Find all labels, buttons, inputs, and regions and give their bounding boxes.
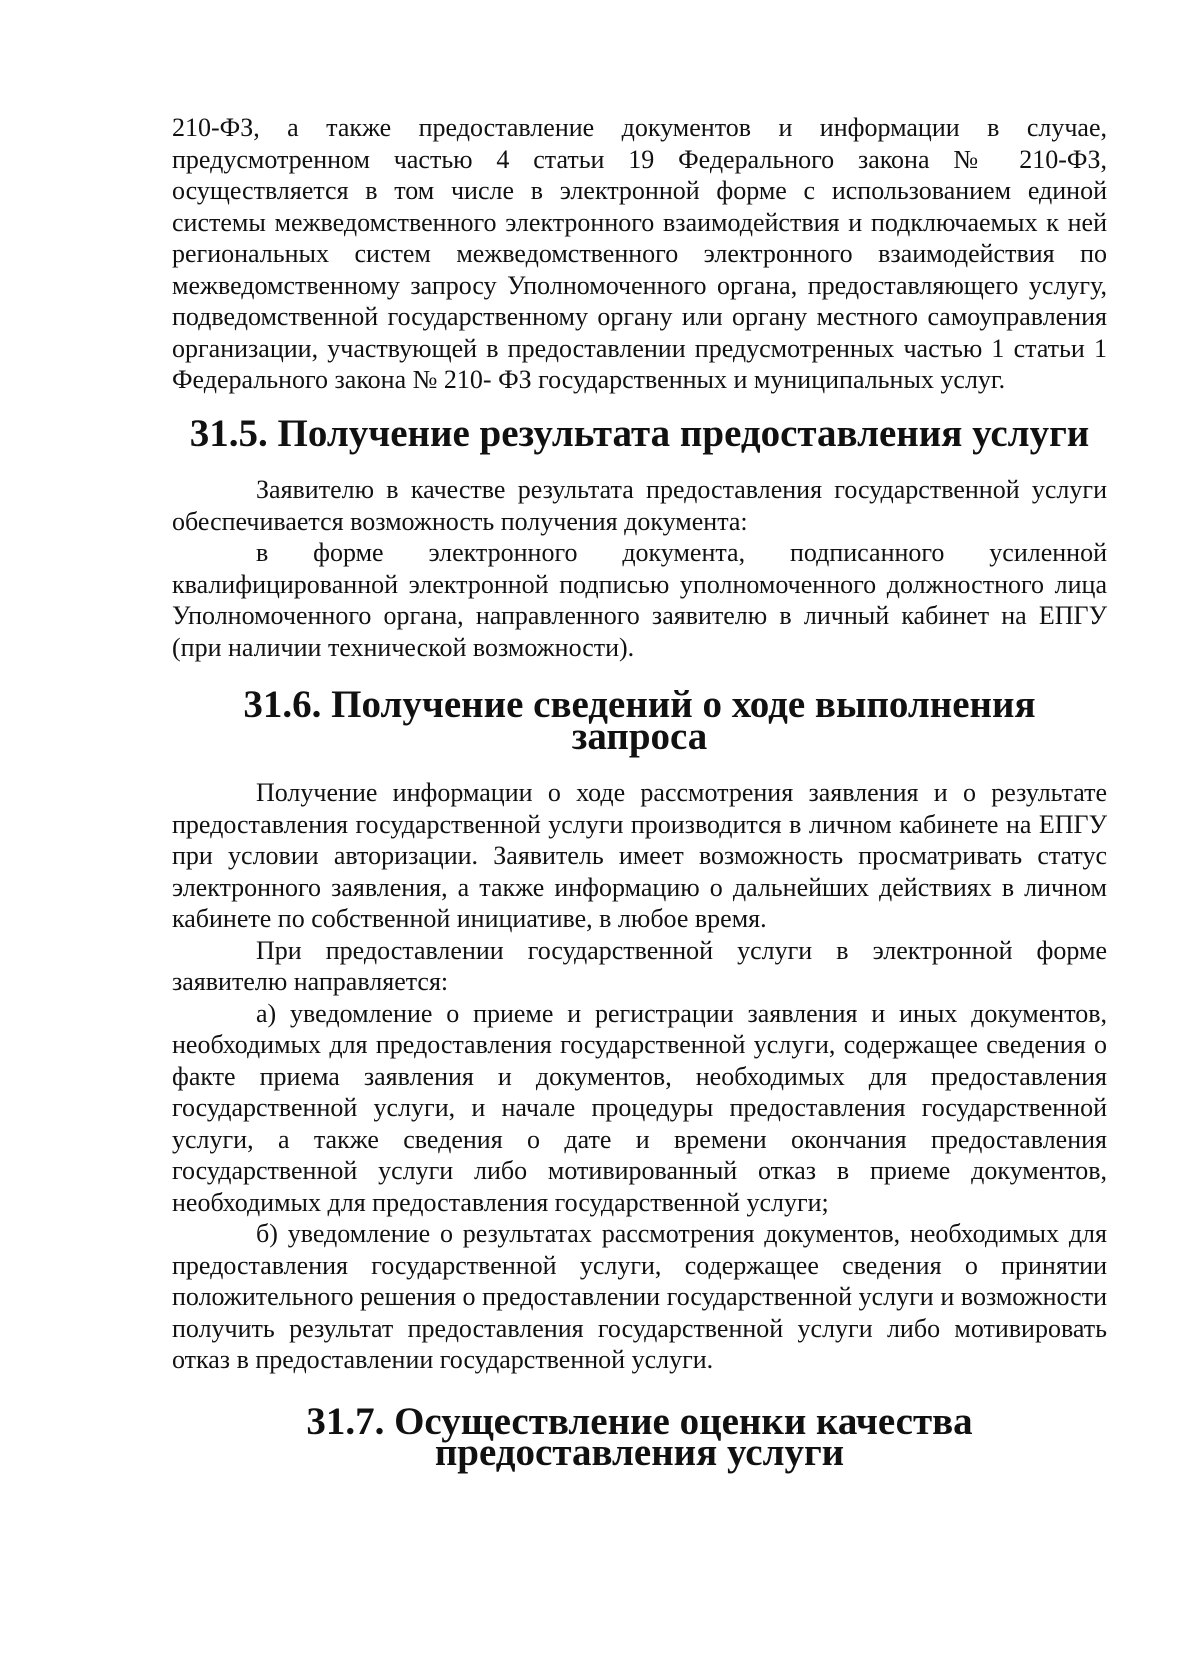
paragraph-31-6-notifications: При предоставлении государственной услуги в электронной форме заявителю направляется: <box>172 935 1107 996</box>
section-heading-31-5: 31.5. Получение результата предоставления услуги <box>189 411 1090 455</box>
paragraph-31-6-item-b: б) уведомление о результатах рассмотрения документов, необходимых для предоставления государственной услуги, содержащее сведения о принятии положительного решения о предоставлении государственной услуги и возможности получить результат предоставления государственной услуги либо мотивировать отказ в предоставлении государственной услуги. <box>172 1219 1107 1374</box>
section-heading-31-7: 31.7. Осуществление оценки качества предоставления услуги <box>306 1399 973 1474</box>
paragraph-31-5-result: Заявителю в качестве результата предоставления государственной услуги обеспечивается возможность получения документа: <box>172 475 1107 536</box>
document-page <box>172 112 1107 1474</box>
paragraph-31-5-electronic-form: в форме электронного документа, подписанного усиленной квалифицированной электронной подписью уполномоченного должностного лица Уполномоченного органа, направленного заявителю в личный кабинет на ЕПГУ (при наличии технической возможности). <box>172 538 1107 662</box>
section-heading-31-6: 31.6. Получение сведений о ходе выполнения запроса <box>243 683 1036 758</box>
paragraph-31-6-item-a: а) уведомление о приеме и регистрации заявления и иных документов, необходимых для предоставления государственной услуги, содержащее сведения о факте приема заявления и документов, необходимых для предоставления государственной услуги, и начале процедуры предоставления государственной услуги, а также сведения о дате и времени окончания предоставления государственной услуги либо мотивированный отказ в приеме документов, необходимых для предоставления государственной услуги; <box>172 998 1107 1217</box>
paragraph-31-6-status: Получение информации о ходе рассмотрения заявления и о результате предоставления государственной услуги производится в личном кабинете на ЕПГУ при условии авторизации. Заявитель имеет возможность просматривать статус электронного заявления, а также информацию о дальнейших действиях в личном кабинете по собственной инициативе, в любое время. <box>172 778 1107 933</box>
paragraph-intro: 210-ФЗ, а также предоставление документов и информации в случае, предусмотренном частью 4 статьи 19 Федерального закона № 210-ФЗ, осуществляется в том числе в электронной форме с использованием единой системы межведомственного электронного взаимодействия и подключаемых к ней региональных систем межведомственного электронного взаимодействия по межведомственному запросу Уполномоченного органа, предоставляющего услугу, подведомственной государственному органу или органу местного самоуправления организации, участвующей в предоставлении предусмотренных частью 1 статьи 1 Федерального закона № 210- ФЗ государственных и муниципальных услуг. <box>172 113 1107 394</box>
